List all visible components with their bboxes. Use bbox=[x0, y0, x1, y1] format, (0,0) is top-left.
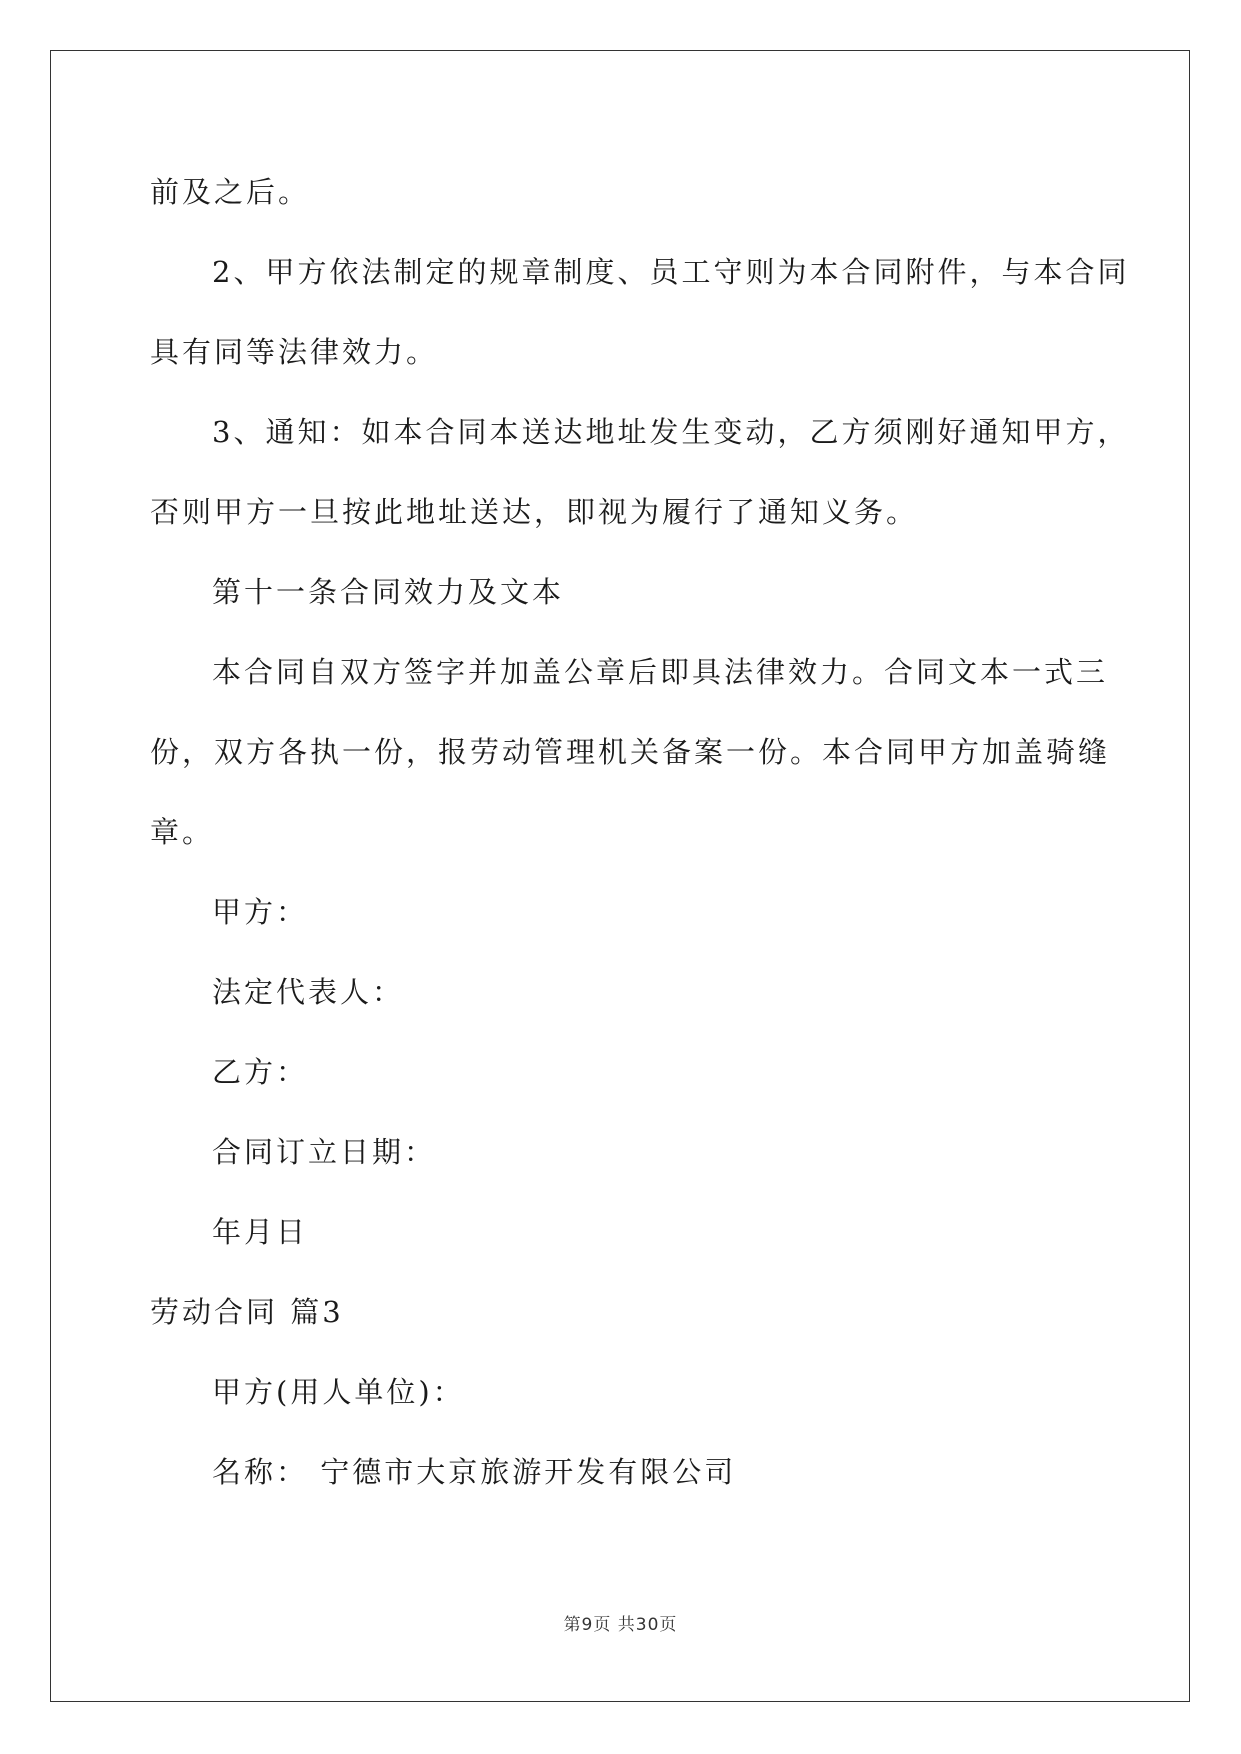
company-name-line: 名称： 宁德市大京旅游开发有限公司 bbox=[212, 1455, 737, 1489]
text-line: 章。 bbox=[150, 815, 215, 849]
employer-label: 甲方(用人单位)： bbox=[212, 1375, 465, 1409]
contract-date-label: 合同订立日期： bbox=[212, 1135, 437, 1169]
date-placeholder: 年月日 bbox=[212, 1215, 309, 1249]
text-line: 份，双方各执一份，报劳动管理机关备案一份。本合同甲方加盖骑缝 bbox=[150, 735, 1111, 769]
text-line: 前及之后。 bbox=[150, 175, 311, 209]
legal-representative-label: 法定代表人： bbox=[212, 975, 405, 1009]
section-heading: 第十一条合同效力及文本 bbox=[212, 575, 565, 609]
text-line: 否则甲方一旦按此地址送达，即视为履行了通知义务。 bbox=[150, 495, 919, 529]
signature-party-b-label: 乙方： bbox=[212, 1055, 309, 1089]
text-line: 3、通知：如本合同本送达地址发生变动，乙方须刚好通知甲方， bbox=[212, 415, 1130, 449]
document-title: 劳动合同 篇3 bbox=[150, 1295, 344, 1329]
text-line: 2、甲方依法制定的规章制度、员工守则为本合同附件，与本合同 bbox=[212, 255, 1130, 289]
text-line: 本合同自双方签字并加盖公章后即具法律效力。合同文本一式三 bbox=[212, 655, 1109, 689]
page-number-footer: 第9页 共30页 bbox=[563, 1615, 678, 1635]
text-line: 具有同等法律效力。 bbox=[150, 335, 439, 369]
signature-party-a-label: 甲方： bbox=[212, 895, 309, 929]
